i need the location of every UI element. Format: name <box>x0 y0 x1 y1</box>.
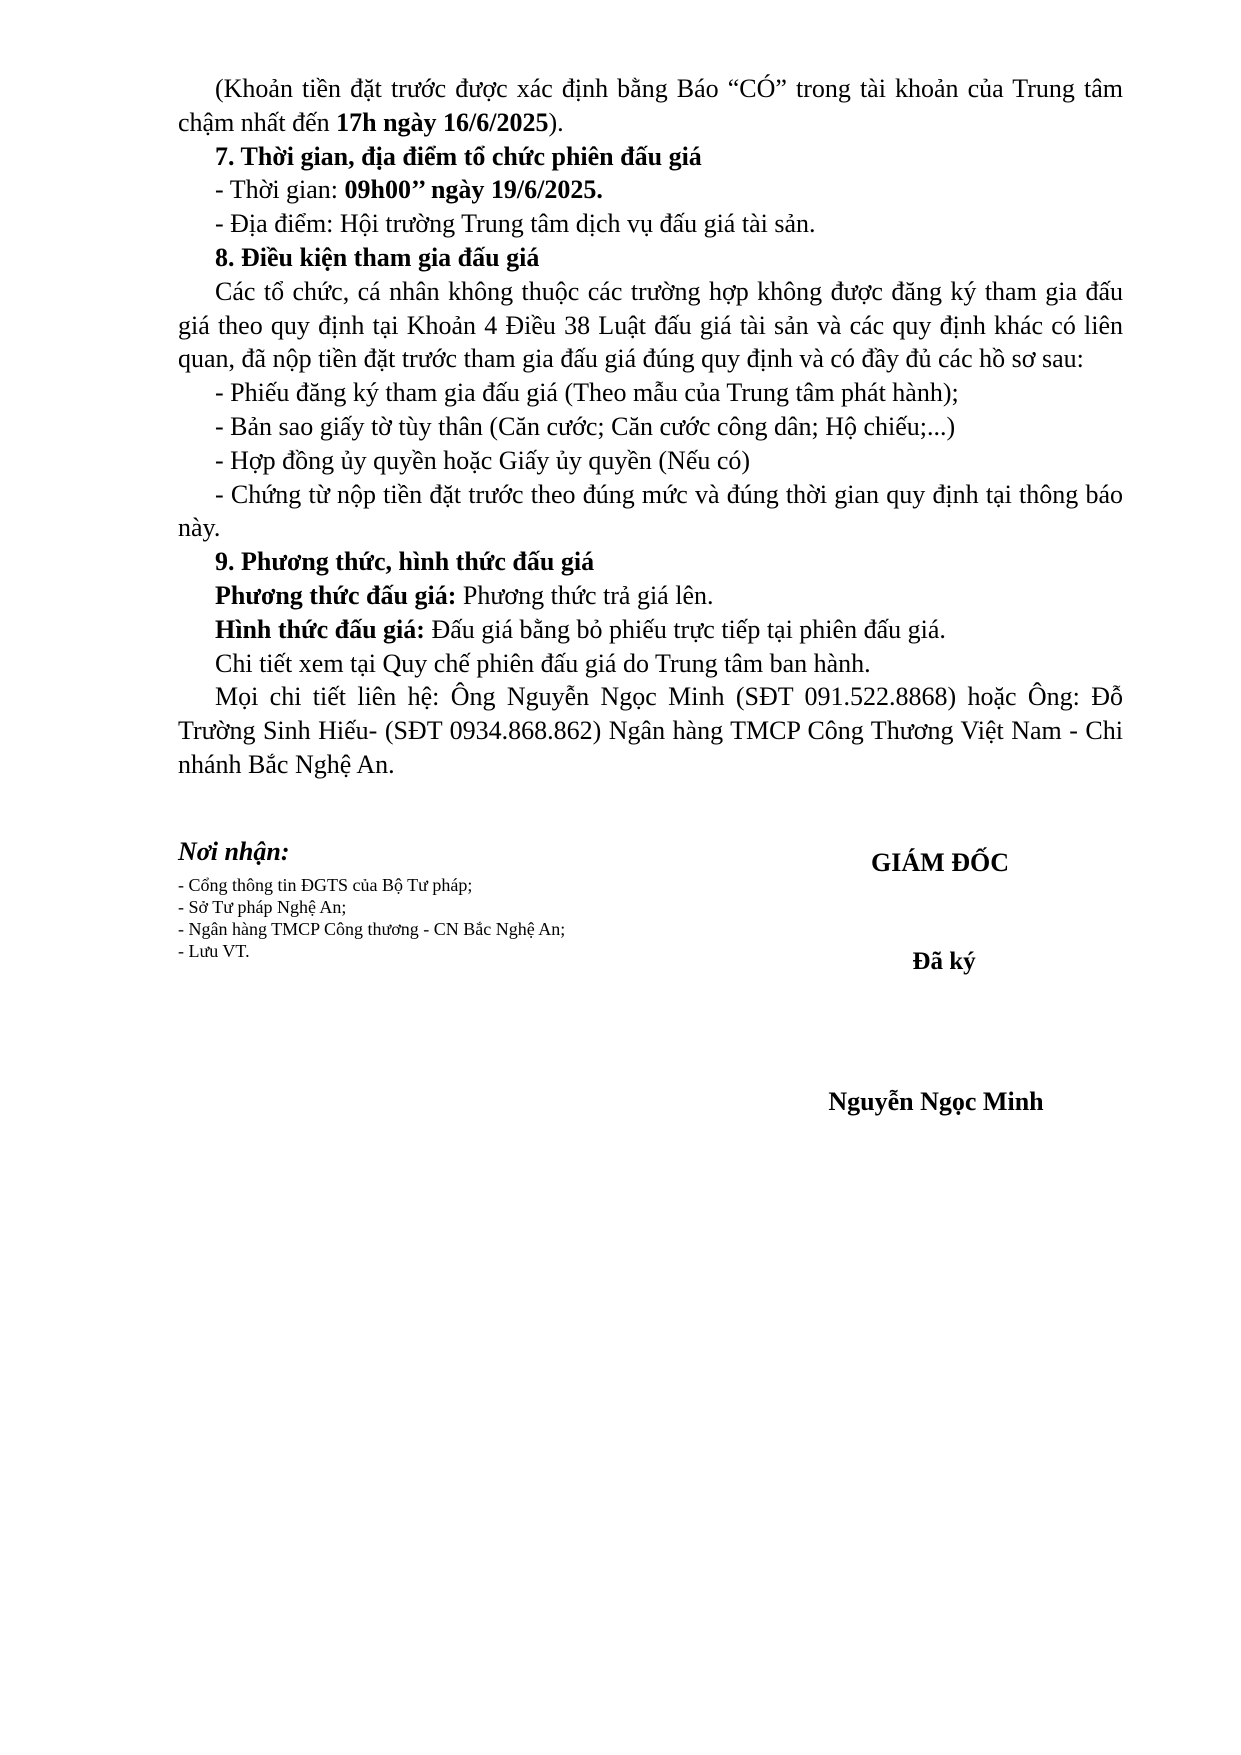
auction-form: Hình thức đấu giá: Đấu giá bằng bỏ phiếu trực tiếp tại phiên đấu giá. <box>215 614 946 644</box>
signature-title: GIÁM ĐỐC <box>871 848 1009 877</box>
auction-time: - Thời gian: 09h00’’ ngày 19/6/2025. <box>215 175 603 205</box>
section-9-heading: 9. Phương thức, hình thức đấu giá <box>215 547 595 577</box>
regulation-note: Chi tiết xem tại Quy chế phiên đấu giá do Trung tâm ban hành. <box>215 648 871 678</box>
deposit-note: (Khoản tiền đặt trước được xác định bằng Báo “CÓ” trong tài khoản của Trung tâm chậm nhất đến 17h ngày 16/6/2025). <box>178 74 1123 137</box>
recipients-block <box>178 834 778 962</box>
contact-info: Mọi chi tiết liên hệ: Ông Nguyễn Ngọc Minh (SĐT 091.522.8868) hoặc Ông: Đỗ Trường Sinh Hiếu- (SĐT 0934.868.862) Ngân hàng TMCP Công Thương Việt Nam - Chi nhánh Bắc Nghệ An. <box>178 682 1123 779</box>
conditions-intro: Các tổ chức, cá nhân không thuộc các trường hợp không được đăng ký tham gia đấu giá theo quy định tại Khoản 4 Điều 38 Luật đấu giá tài sản và các quy định khác có liên quan, đã nộp tiền đặt trước tham gia đấu giá đúng quy định và có đầy đủ các hồ sơ sau: <box>178 276 1123 374</box>
recipients-title: Nơi nhận: <box>178 837 290 866</box>
recipient-item: - Sở Tư pháp Nghệ An; <box>178 897 347 917</box>
auction-method: Phương thức đấu giá: Phương thức trả giá lên. <box>215 580 714 610</box>
deposit-deadline: 17h ngày 16/6/2025 <box>336 107 549 137</box>
signer-name: Nguyễn Ngọc Minh <box>828 1087 1044 1116</box>
condition-item: - Hợp đồng ủy quyền hoặc Giấy ủy quyền (Nếu có) <box>215 445 751 475</box>
document-body <box>178 72 1123 782</box>
section-7-heading: 7. Thời gian, địa điểm tổ chức phiên đấu giá <box>215 141 702 171</box>
recipient-item: - Ngân hàng TMCP Công thương - CN Bắc Nghệ An; <box>178 919 566 939</box>
auction-place: - Địa điểm: Hội trường Trung tâm dịch vụ đấu giá tài sản. <box>215 209 816 239</box>
recipient-item: - Cổng thông tin ĐGTS của Bộ Tư pháp; <box>178 875 473 895</box>
section-8-heading: 8. Điều kiện tham gia đấu giá <box>215 242 540 272</box>
auction-time-value: 09h00’’ ngày 19/6/2025. <box>344 175 603 205</box>
condition-item: - Phiếu đăng ký tham gia đấu giá (Theo mẫu của Trung tâm phát hành); <box>215 378 959 408</box>
condition-item: - Chứng từ nộp tiền đặt trước theo đúng mức và đúng thời gian quy định tại thông báo này. <box>178 479 1123 543</box>
recipient-item: - Lưu VT. <box>178 941 250 961</box>
signature-signed-note: Đã ký <box>912 948 976 975</box>
condition-item: - Bản sao giấy tờ tùy thân (Căn cước; Căn cước công dân; Hộ chiếu;...) <box>215 411 956 441</box>
